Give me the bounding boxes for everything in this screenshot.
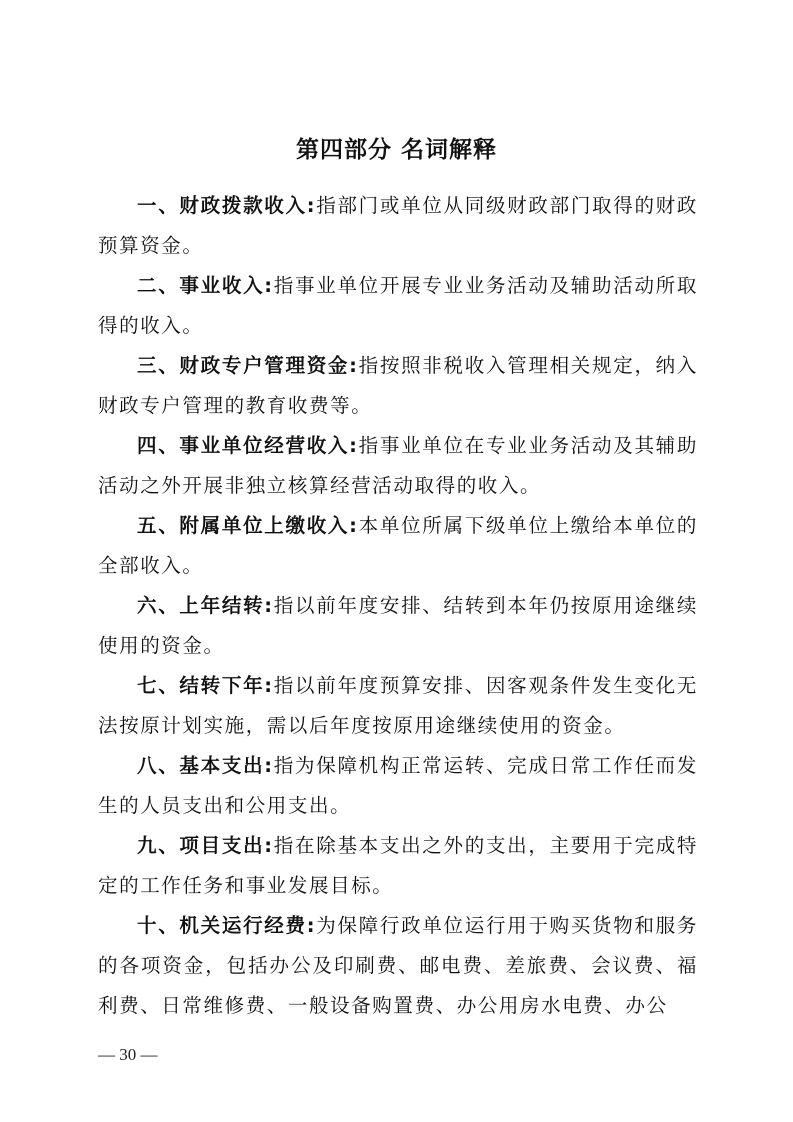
definition-text: 指事业单位开展专业业务活动及辅助活动所取得的收入。 [98,274,698,337]
definition-term: 九、项目支出: [137,834,274,857]
definition-term: 三、财政专户管理资金: [137,354,359,377]
definition-item [98,826,698,906]
definition-item [98,666,698,746]
definition-item [98,186,698,266]
definition-text: 为保障行政单位运行用于购买货物和服务的各项资金，包括办公及印刷费、邮电费、差旅费、会议费、福利费、日常维修费、一般设备购置费、办公用房水电费、办公 [98,914,698,1017]
definition-text: 本单位所属下级单位上缴给本单位的全部收入。 [98,514,698,577]
definition-term: 七、结转下年: [137,674,274,697]
section-title: 第四部分 名词解释 [295,137,497,163]
definition-item [98,346,698,426]
definition-term: 六、上年结转: [137,594,274,617]
definition-text: 指事业单位在专业业务活动及其辅助活动之外开展非独立核算经营活动取得的收入。 [98,434,698,497]
definition-text: 指以前年度安排、结转到本年仍按原用途继续使用的资金。 [98,594,698,657]
definition-term: 十、机关运行经费: [137,914,317,937]
definition-text: 指在除基本支出之外的支出，主要用于完成特定的工作任务和事业发展目标。 [98,834,698,897]
definition-text: 指以前年度预算安排、因客观条件发生变化无法按原计划实施，需以后年度按原用途继续使用的资金。 [98,674,698,737]
definition-item [98,746,698,826]
definition-term: 四、事业单位经营收入: [137,434,359,457]
definition-item [98,266,698,346]
definition-text: 指按照非税收入管理相关规定，纳入财政专户管理的教育收费等。 [98,354,698,417]
definition-item [98,506,698,586]
page-number: — 30 — [98,1045,158,1064]
definitions-list [98,186,698,1026]
definition-item [98,586,698,666]
definition-item [98,426,698,506]
definition-term: 二、事业收入: [137,274,274,297]
definition-term: 五、附属单位上缴收入: [137,514,359,537]
definition-text: 指为保障机构正常运转、完成日常工作任而发生的人员支出和公用支出。 [98,754,698,817]
definition-item [98,906,698,1026]
definition-text: 指部门或单位从同级财政部门取得的财政预算资金。 [98,194,698,257]
definition-term: 一、财政拨款收入: [137,194,317,217]
definition-term: 八、基本支出: [137,754,274,777]
